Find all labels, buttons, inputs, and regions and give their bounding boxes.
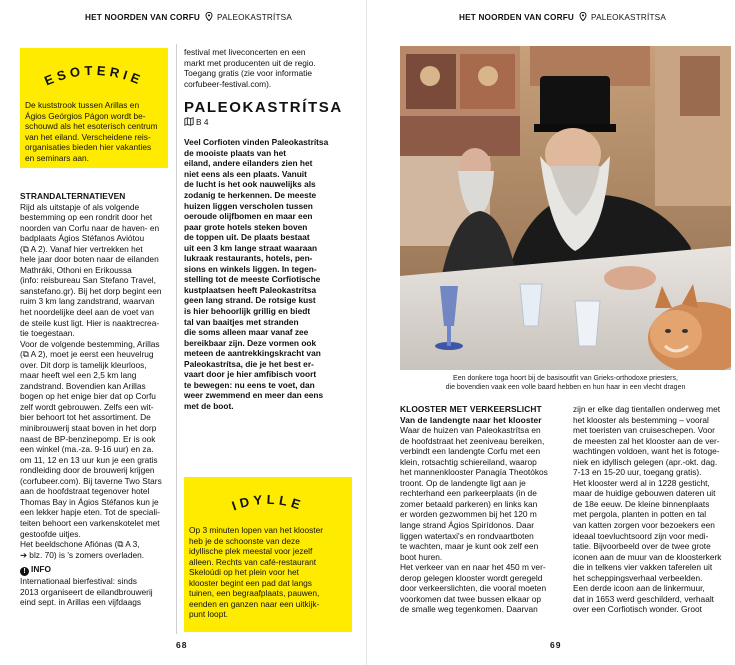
idylle-title-arc bbox=[184, 483, 352, 523]
text-line: Het verkeer van en naar het 450 m ver- bbox=[400, 562, 546, 573]
idylle-line: heb je de schoonste van deze bbox=[189, 535, 300, 546]
esoterie-title: ESOTERIE bbox=[42, 62, 146, 89]
festival-text bbox=[184, 47, 352, 89]
idylle-line: Skeloúdi op het plein voor het bbox=[189, 567, 299, 577]
klooster-subheading: Van de landengte naar het klooster bbox=[400, 414, 542, 425]
map-book-icon bbox=[184, 117, 194, 126]
left-col-1 bbox=[20, 191, 170, 608]
intro-line: niet eens als een plaats. Vanuit bbox=[184, 168, 307, 179]
text-line: Thomas Bay in Ágios Stéfanos kun je bbox=[20, 496, 159, 507]
idylle-line: punt loopt. bbox=[189, 609, 228, 619]
esoterie-line: Ágios Geórgios Págon wordt be- bbox=[25, 110, 146, 121]
text-line: niek en idyllisch gelegen (apr.-okt. dag. bbox=[573, 456, 718, 467]
text-line: zandstrand. Bovendien kan Arillas bbox=[20, 380, 146, 391]
text-line: het scheppingsverhaal verbeelden. bbox=[573, 572, 703, 583]
intro-line: de lucht is het ook nauwelijks als bbox=[184, 179, 316, 190]
esoterie-title-arc bbox=[20, 54, 168, 94]
left-page-header bbox=[85, 12, 292, 22]
intro-line: eiland, andere eilanders zien het bbox=[184, 158, 313, 169]
intro-line: stelling tot de meeste Corfiotische bbox=[184, 274, 321, 285]
text-line: zomer betaald parkeren) en links kan bbox=[400, 498, 538, 509]
intro-line: Paleokastrítsa, die je het best er- bbox=[184, 358, 314, 369]
text-line: de meesten zal het klooster aan de ver- bbox=[573, 435, 720, 446]
intro-line: bereikbaar zijn. Deze vormen ook bbox=[184, 337, 317, 348]
text-line: Waar de huizen van Paleokastrítsa en bbox=[400, 425, 541, 436]
intro-line: paar grote hotels steken boven bbox=[184, 221, 308, 232]
info-icon: ! bbox=[20, 567, 29, 576]
paleokastritsa-title: PALEOKASTRÍTSA bbox=[184, 99, 343, 117]
header-region: HET NOORDEN VAN CORFU bbox=[459, 13, 575, 22]
map-ref: B 4 bbox=[196, 116, 209, 127]
intro-line: die soms alleen maar vanaf zee bbox=[184, 327, 309, 338]
text-line: lange strand Ágios Spirídonos. Daar bbox=[400, 520, 535, 531]
text-line: zijn er elke dag tientallen onderweg met bbox=[573, 404, 721, 414]
text-line: tatie. Bijvoorbeeld over de twee grote bbox=[573, 541, 711, 552]
esoterie-line: van het eiland. Verscheidene reis- bbox=[25, 131, 151, 142]
header-place: PALEOKASTRÍTSA bbox=[591, 13, 667, 22]
intro-line: weer zwemmend en meer dan eens bbox=[184, 390, 324, 401]
idylle-box bbox=[184, 477, 352, 632]
strandalternatieven-heading: STRANDALTERNATIEVEN bbox=[20, 191, 126, 201]
idylle-line: eenden en ganzen naar een uitkijk- bbox=[189, 598, 320, 609]
text-line: met toeristen van cruiseschepen. Voor bbox=[573, 425, 715, 436]
text-line: ruim 3 km lang zandstrand, waarvan bbox=[20, 296, 155, 307]
svg-text:IDYLLE bbox=[230, 492, 306, 514]
text-line: de smalle weg tegenkomen. Daarvan bbox=[400, 604, 538, 615]
text-line: door verkeerslichten, die vooral moeten bbox=[400, 583, 547, 594]
esoterie-text bbox=[25, 100, 163, 163]
text-line: iconen aan de muur van de kloosterkerk bbox=[573, 551, 722, 562]
text-line: dat in 1653 werd geschilderd, verhaalt bbox=[573, 593, 715, 604]
text-line: hele jaar door boten naar de eilanden bbox=[20, 254, 159, 265]
text-line: Toegang gratis (zie voor informatie bbox=[184, 68, 312, 79]
esoterie-line: schouwd als het esoterisch centrum bbox=[25, 121, 158, 131]
intro-line: uit een 3 km lange straat waaraan bbox=[184, 242, 318, 253]
text-line: Mathráki, Othoni en Erikoussa bbox=[20, 264, 132, 275]
text-line: rechterhand een parkeerplaats (in de bbox=[400, 488, 537, 499]
text-line: naast de BP-benzinepomp. Er is ook bbox=[20, 433, 156, 444]
klooster-text bbox=[400, 425, 566, 615]
intro-line: huizen liggen verscholen tussen bbox=[184, 200, 313, 211]
text-line: te wachten, maar je kunt ook zelf een bbox=[400, 541, 539, 552]
text-line: verbindt een landengte Corfu met een bbox=[400, 446, 541, 457]
text-line: ➔ blz. 70) is 's zomers overladen. bbox=[20, 549, 145, 560]
text-line: Het beeldschone Afiónas (⧉ A 3, bbox=[20, 539, 140, 550]
info-line: Internationaal bierfestival: sinds bbox=[20, 576, 137, 587]
location-pin-icon bbox=[205, 12, 213, 21]
info-line: eind sept. in Arillas een vijfdaags bbox=[20, 597, 142, 608]
column-divider bbox=[176, 44, 177, 634]
klooster-text-continued bbox=[573, 404, 733, 615]
header-place: PALEOKASTRÍTSA bbox=[217, 13, 293, 22]
text-line: het mannenklooster Panagía Theotókos bbox=[400, 467, 548, 478]
text-line: (⧉ A 2). Vanaf hier vertrekken het bbox=[20, 243, 143, 254]
text-line: voorkomen dat twee bussen elkaar op bbox=[400, 593, 542, 604]
text-line: maar heeft wel een 2,5 km lang bbox=[20, 370, 137, 381]
intro-line: sions en winkels liggen. In tegen- bbox=[184, 263, 317, 274]
intro-line: meteen de aantrekkingskracht van bbox=[184, 348, 321, 359]
intro-line: lukraak restaurants, hotels, pen- bbox=[184, 253, 313, 264]
text-line: het noordelijke deel aan de voet van bbox=[20, 307, 155, 318]
text-line: noorden van Corfu naar de haven- en bbox=[20, 222, 160, 233]
text-line: troont. Op de landengte ligt aan je bbox=[400, 477, 526, 488]
text-line: Het klooster werd al in 1228 gesticht, bbox=[573, 477, 710, 488]
page-number-right: 69 bbox=[550, 640, 562, 650]
text-line: markt met producenten uit de regio. bbox=[184, 57, 316, 68]
text-line: er worden gezwommen bij het 120 m bbox=[400, 509, 537, 520]
idylle-line: tuinen, een begraafplaats, pauwen, bbox=[189, 588, 320, 598]
text-line: gestoofde uitjes. bbox=[20, 528, 81, 539]
text-line: ideaal toevluchtsoord zijn voor medi- bbox=[573, 530, 709, 541]
idylle-text bbox=[189, 525, 347, 620]
intro-line: vaart door je hier amfibisch voort bbox=[184, 369, 317, 380]
right-col-1 bbox=[400, 404, 566, 615]
info-text bbox=[20, 576, 170, 608]
text-line: corfubeer-festival.com). bbox=[184, 78, 272, 89]
intro-line: oeroude olijfbomen en maar een bbox=[184, 211, 313, 222]
text-line: boot huren. bbox=[400, 551, 443, 562]
intro-line: de mooiste plaats van het bbox=[184, 147, 287, 158]
header-region: HET NOORDEN VAN CORFU bbox=[85, 13, 201, 22]
info-heading-row bbox=[20, 564, 170, 576]
caption-line: Een donkere toga hoort bij de basisoutfit van Grieks-orthodoxe priesters, bbox=[453, 375, 678, 382]
text-line: met pergola, planten in potten en tal bbox=[573, 509, 707, 520]
info-heading: INFO bbox=[31, 564, 51, 575]
text-line: derop gelegen klooster wordt geregeld bbox=[400, 572, 543, 583]
right-col-2 bbox=[573, 404, 733, 615]
text-line: maar de huidige gebouwen dateren uit bbox=[573, 488, 716, 499]
text-line: van katten zorgen voor bezoekers een bbox=[573, 520, 715, 531]
svg-text:ESOTERIE bbox=[42, 63, 146, 89]
text-line: wachtingen voldoen, want het is fotoge- bbox=[573, 446, 720, 457]
photo-caption bbox=[400, 374, 731, 392]
intro-line: zodanig te herkennen. De meeste bbox=[184, 190, 317, 201]
paleokastritsa-intro bbox=[184, 137, 352, 411]
left-page bbox=[0, 0, 367, 665]
text-line: bogen op het enige bier dat op Corfu bbox=[20, 391, 156, 402]
intro-line: met de boot. bbox=[184, 400, 234, 411]
intro-line: tal van baaitjes met stranden bbox=[184, 316, 299, 327]
text-line: zelf wordt gebrouwen. Zelfs een wit- bbox=[20, 401, 154, 412]
esoterie-line: en seminars aan. bbox=[25, 152, 90, 163]
idylle-line: klooster begint een pad dat langs bbox=[189, 577, 312, 588]
text-line: (⧉ A 2), moet je eerst een heuvelrug bbox=[20, 349, 154, 360]
text-line: om 11, 12 en 13 uur kun je een gratis bbox=[20, 454, 158, 465]
text-line: tie toegestaan. bbox=[20, 328, 75, 339]
text-line: een lekker hapje eten. Tot de speciali- bbox=[20, 507, 160, 518]
text-line: die in telkens vier vakken taferelen uit bbox=[573, 562, 713, 573]
text-line: over. Dit dorp is tamelijk kleurloos, bbox=[20, 359, 147, 370]
intro-line: te bewegen: nu eens te voet, dan bbox=[184, 379, 315, 390]
text-line: de hoofdstraat het zeeniveau bereiken, bbox=[400, 435, 545, 446]
intro-line: de toppen uit. De plaats bestaat bbox=[184, 232, 310, 243]
map-ref-row bbox=[184, 117, 352, 128]
info-line: 2013 organiseert de eilandbrouwerij bbox=[20, 586, 153, 597]
idylle-title: IDYLLE bbox=[229, 491, 306, 514]
idylle-line: idyllische plek meestal voor jezelf bbox=[189, 546, 313, 556]
page-number-left: 68 bbox=[176, 640, 188, 650]
text-line: de 18e eeuw. De kleine binnenplaats bbox=[573, 498, 710, 509]
text-line: het klooster als bestemming – vooral bbox=[573, 414, 709, 425]
text-line: de steile kust ligt. Hier is naaktrecrea- bbox=[20, 317, 160, 328]
caption-line: die bovendien vaak een volle baard hebben en hun haar in een vlecht dragen bbox=[445, 384, 686, 391]
text-line: aan de hoofdstraat tegenover hotel bbox=[20, 486, 150, 497]
text-line: badplaats Ágios Stéfanos Aviótou bbox=[20, 233, 145, 244]
strandalternatieven-text bbox=[20, 202, 170, 561]
text-line: bestemming op een rondrit door het bbox=[20, 212, 153, 223]
intro-line: is hier behoorlijk grillig en biedt bbox=[184, 306, 311, 317]
text-line: bier behoort tot het assortiment. De bbox=[20, 412, 151, 423]
right-page bbox=[367, 0, 735, 665]
text-line: klein, rotsachtig schiereiland, waarop bbox=[400, 456, 537, 467]
text-line: minibrouwerij staat boven in het dorp bbox=[20, 423, 157, 434]
intro-line: Veel Corfioten vinden Paleokastrítsa bbox=[184, 137, 329, 148]
intro-line: kustplaatsen heeft Paleokastrítsa bbox=[184, 284, 317, 295]
left-col-2 bbox=[184, 47, 352, 412]
text-line: sanstefano.gr). Bij het dorp begint een bbox=[20, 285, 162, 296]
text-line: (info: reisbureau San Stefano Travel, bbox=[20, 275, 156, 286]
right-page-header bbox=[459, 12, 666, 22]
text-line: festival met liveconcerten en een bbox=[184, 47, 306, 57]
klooster-heading: KLOOSTER MET VERKEERSLICHT bbox=[400, 404, 542, 414]
idylle-line: alleen. Rechts van café-restaurant bbox=[189, 556, 317, 567]
text-line: een winkel (ma.-za. 9-16 uur) en za. bbox=[20, 444, 154, 455]
esoterie-box bbox=[20, 48, 168, 168]
esoterie-line: organisaties bieden hier vakanties bbox=[25, 142, 152, 152]
text-line: (corfubeer.com). Bij taverne Two Stars bbox=[20, 475, 162, 486]
idylle-line: Op 3 minuten lopen van het klooster bbox=[189, 525, 324, 535]
priest-photo-illustration bbox=[400, 46, 731, 370]
text-line: Een derde icoon aan de linkermuur, bbox=[573, 583, 705, 594]
text-line: teiten behoort een varkenskotelet met bbox=[20, 517, 160, 528]
text-line: Voor de volgende bestemming, Arillas bbox=[20, 338, 160, 349]
location-pin-icon bbox=[579, 12, 587, 21]
text-line: over een Corfiotisch wonder. Groot bbox=[573, 604, 702, 615]
text-line: 7-13 en 15-20 uur, toegang gratis). bbox=[573, 467, 702, 478]
text-line: rondleiding door de brouwerij krijgen bbox=[20, 465, 155, 476]
intro-line: geen lang strand. De rotsige kust bbox=[184, 295, 316, 306]
priest-photo bbox=[400, 46, 731, 370]
esoterie-line: De kuststrook tussen Arillas en bbox=[25, 100, 140, 110]
text-line: liggen watertaxi's en rondvaartboten bbox=[400, 530, 534, 541]
text-line: Rijd als uitstapje of als volgende bbox=[20, 201, 140, 212]
